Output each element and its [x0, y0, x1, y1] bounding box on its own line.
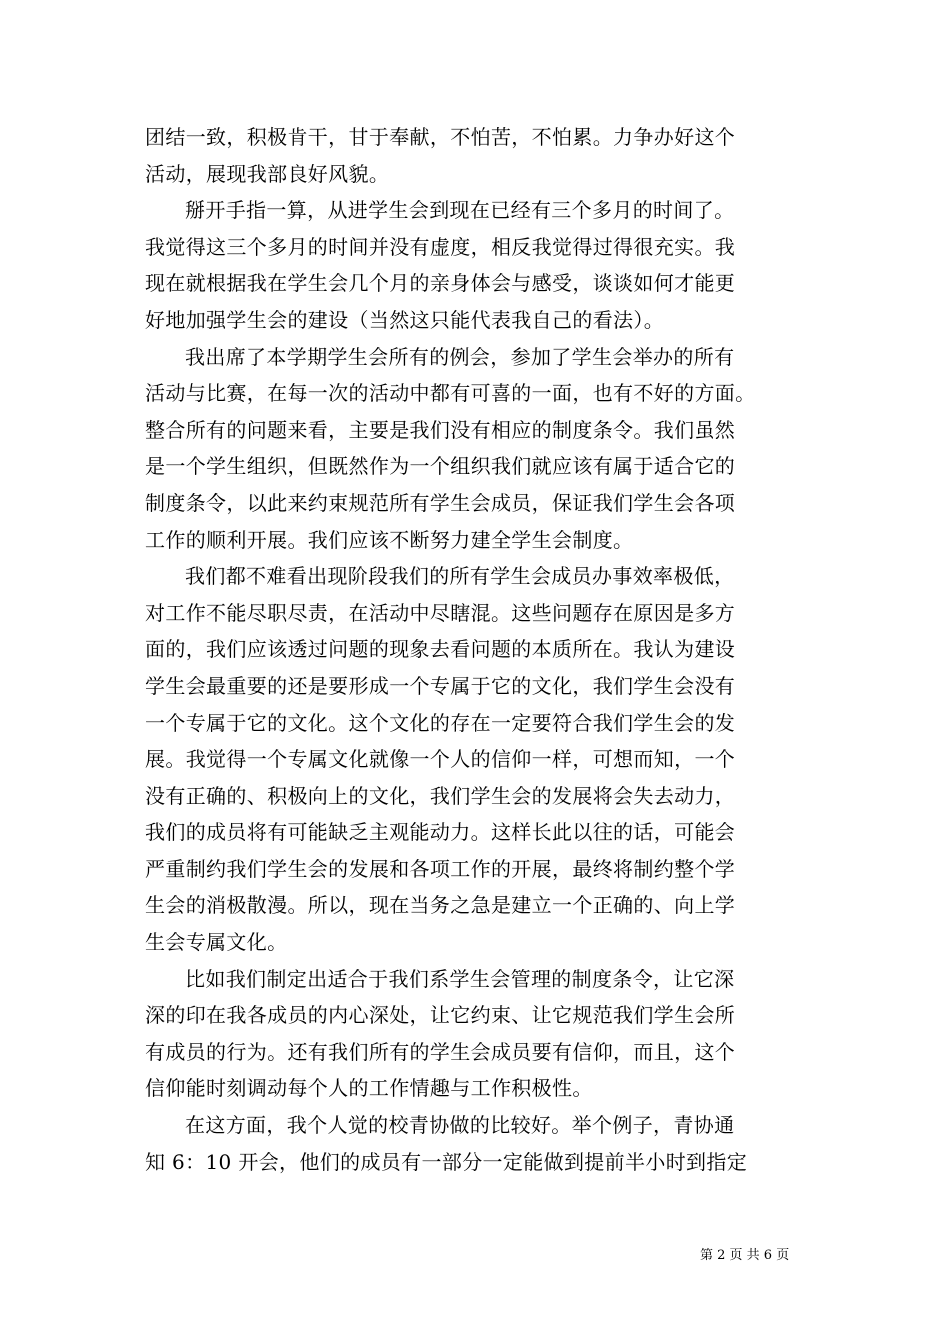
- text-line: 我觉得这三个多月的时间并没有虚度，相反我觉得过得很充实。我: [145, 234, 736, 259]
- paragraph-first-line: 我出席了本学期学生会所有的例会，参加了学生会举办的所有: [185, 344, 735, 369]
- document-body: [145, 119, 815, 1180]
- text-line: 现在就根据我在学生会几个月的亲身体会与感受，谈谈如何才能更: [145, 271, 736, 296]
- text-line: 学生会最重要的还是要形成一个专属于它的文化，我们学生会没有: [145, 673, 736, 698]
- paragraph-first-line: 我们都不难看出现阶段我们的所有学生会成员办事效率极低，: [185, 564, 735, 589]
- text-line: 是一个学生组织，但既然作为一个组织我们就应该有属于适合它的: [145, 454, 736, 479]
- text-line: 信仰能时刻调动每个人的工作情趣与工作积极性。: [145, 1076, 593, 1101]
- text-line: 知 6：10 开会，他们的成员有一部分一定能做到提前半小时到指定: [145, 1149, 748, 1174]
- page-number-footer: 第 2 页 共 6 页: [700, 1248, 790, 1263]
- paragraph-first-line: 掰开手指一算，从进学生会到现在已经有三个多月的时间了。: [185, 198, 735, 223]
- paragraph-first-line: 在这方面，我个人觉的校青协做的比较好。举个例子，青协通: [185, 1113, 735, 1138]
- text-line: 面的，我们应该透过问题的现象去看问题的本质所在。我认为建设: [145, 637, 736, 662]
- text-line: 制度条令，以此来约束规范所有学生会成员，保证我们学生会各项: [145, 490, 736, 515]
- text-line: 有成员的行为。还有我们所有的学生会成员要有信仰，而且，这个: [145, 1039, 736, 1064]
- text-line: 严重制约我们学生会的发展和各项工作的开展，最终将制约整个学: [145, 856, 736, 881]
- text-line: 好地加强学生会的建设（当然这只能代表我自己的看法）。: [145, 307, 665, 332]
- text-line: 团结一致，积极肯干，甘于奉献，不怕苦，不怕累。力争办好这个: [145, 125, 736, 149]
- paragraph-first-line: 比如我们制定出适合于我们系学生会管理的制度条令，让它深: [185, 966, 735, 991]
- text-line: 我们的成员将有可能缺乏主观能动力。这样长此以往的话，可能会: [145, 820, 736, 845]
- text-line: 活动与比赛，在每一次的活动中都有可喜的一面，也有不好的方面。: [145, 381, 756, 406]
- text-line: 生会专属文化。: [145, 930, 288, 955]
- text-line: 整合所有的问题来看，主要是我们没有相应的制度条令。我们虽然: [145, 417, 736, 442]
- text-line: 一个专属于它的文化。这个文化的存在一定要符合我们学生会的发: [145, 710, 736, 735]
- text-line: 工作的顺利开展。我们应该不断努力建全学生会制度。: [145, 527, 634, 552]
- text-line: 生会的消极散漫。所以，现在当务之急是建立一个正确的、向上学: [145, 893, 736, 918]
- text-line: 深的印在我各成员的内心深处，让它约束、让它规范我们学生会所: [145, 1003, 736, 1028]
- text-line: 没有正确的、积极向上的文化，我们学生会的发展将会失去动力，: [145, 783, 736, 808]
- text-line: 活动，展现我部良好风貌。: [145, 161, 390, 186]
- text-line: 对工作不能尽职尽责，在活动中尽瞎混。这些问题存在原因是多方: [145, 600, 736, 625]
- text-line: 展。我觉得一个专属文化就像一个人的信仰一样，可想而知，一个: [145, 747, 736, 772]
